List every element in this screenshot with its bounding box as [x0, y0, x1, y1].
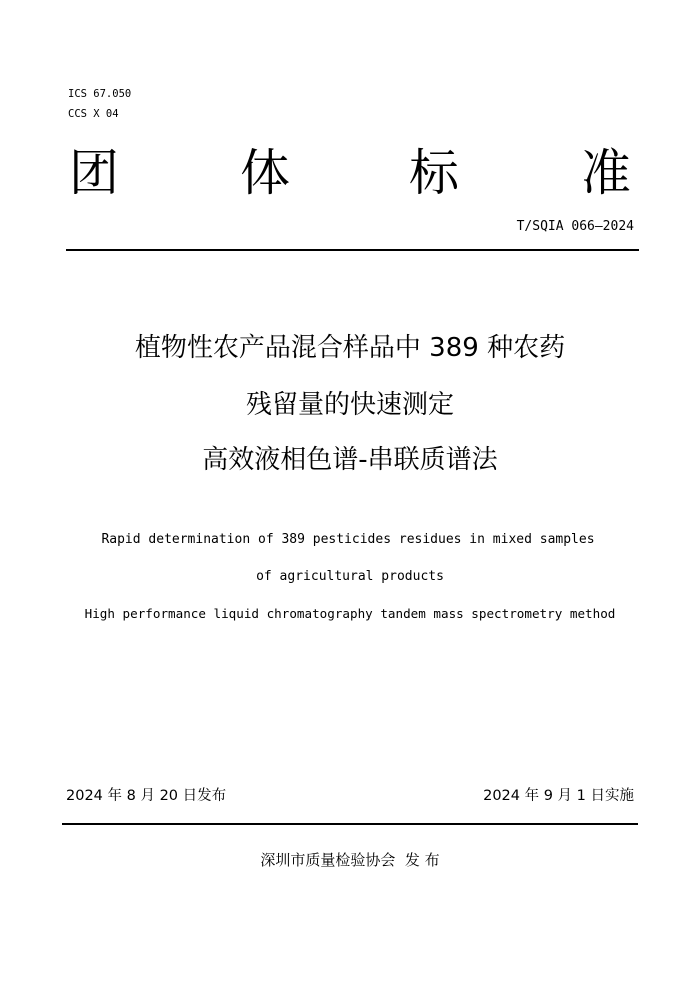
issue-date: 2024 年 8 月 20 日发布 — [66, 788, 227, 804]
publisher: 深圳市质量检验协会 发 布 — [260, 851, 440, 869]
header-char-tuan: 团 — [69, 144, 119, 202]
title-en-line-3: High performance liquid chromatography tandem mass spectrometry method — [84, 606, 616, 621]
title-cn-line-1: 植物性农产品混合样品中 389 种农药 — [134, 333, 566, 363]
standard-number: T/SQIA 066—2024 — [516, 219, 634, 234]
title-en-line-2: of agricultural products — [256, 569, 444, 584]
bottom-divider — [62, 823, 638, 825]
header-char-zhun: 准 — [581, 144, 631, 202]
ics-code: ICS 67.050 — [68, 88, 132, 100]
top-divider — [66, 249, 639, 251]
header-char-ti: 体 — [240, 144, 290, 202]
implementation-date: 2024 年 9 月 1 日实施 — [483, 788, 634, 804]
title-cn-line-2: 残留量的快速测定 — [245, 390, 454, 420]
title-en-line-1: Rapid determination of 389 pesticides residues in mixed samples — [101, 532, 595, 547]
title-cn-line-3: 高效液相色谱-串联质谱法 — [202, 445, 498, 475]
header-char-biao: 标 — [409, 144, 459, 202]
ccs-code: CCS X 04 — [68, 108, 119, 120]
